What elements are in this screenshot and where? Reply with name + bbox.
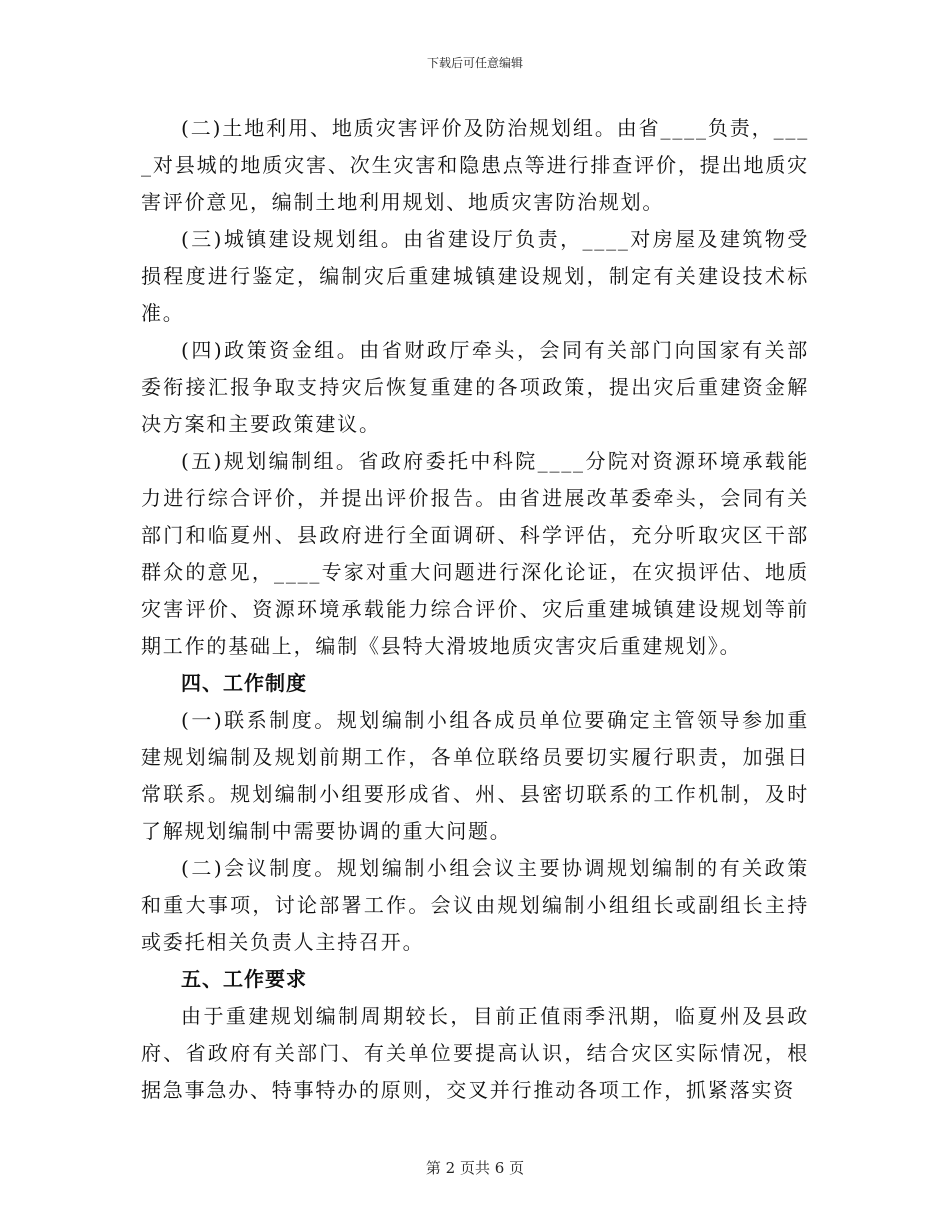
paragraph-planning-group: (五)规划编制组。省政府委托中科院____分院对资源环境承载能力进行综合评价，并提出评价报告。由省进展改革委牵头，会同有关部门和临夏州、县政府进行全面调研、科学评估，充分听取灾区干部群众的意见，____专家对重大问题进行深化论证，在灾损评估、地质灾害评价、资源环境承载能力综合评价、灾后重建城镇建设规划等前期工作的基础上，编制《县特大滑坡地质灾害灾后重建规划》。: [141, 449, 809, 658]
paragraph-meeting-system: (二)会议制度。规划编制小组会议主要协调规划编制的有关政策和重大事项，讨论部署工作。会议由规划编制小组组长或副组长主持或委托相关负责人主持召开。: [141, 856, 809, 954]
paragraph-policy-funding-group: (四)政策资金组。由省财政厅牵头，会同有关部门向国家有关部委衔接汇报争取支持灾后恢复重建的各项政策，提出灾后重建资金解决方案和主要政策建议。: [141, 338, 809, 436]
document-body: [141, 110, 809, 1109]
paragraph-urban-construction-group: (三)城镇建设规划组。由省建设厅负责，____对房屋及建筑物受损程度进行鉴定，编制灾后重建城镇建设规划，制定有关建设技术标准。: [141, 227, 809, 325]
page-number-footer: 第 2 页共 6 页: [425, 1159, 525, 1177]
section-heading-work-requirements: 五、工作要求: [181, 967, 307, 991]
paragraph-work-requirements: 由于重建规划编制周期较长，目前正值雨季汛期，临夏州及县政府、省政府有关部门、有关单位要提高认识，结合灾区实际情况，根据急事急办、特事特办的原则，交叉并行推动各项工作，抓紧落实资: [141, 1004, 809, 1102]
section-heading-work-system: 四、工作制度: [181, 671, 307, 695]
paragraph-land-use-group: (二)土地利用、地质灾害评价及防治规划组。由省____负责，____对县城的地质灾害、次生灾害和隐患点等进行排查评价，提出地质灾害评价意见，编制土地利用规划、地质灾害防治规划。: [141, 116, 809, 214]
page-header: 下载后可任意编辑: [426, 56, 523, 70]
paragraph-contact-system: (一)联系制度。规划编制小组各成员单位要确定主管领导参加重建规划编制及规划前期工作，各单位联络员要切实履行职责，加强日常联系。规划编制小组要形成省、州、县密切联系的工作机制，及时了解规划编制中需要协调的重大问题。: [141, 708, 809, 843]
